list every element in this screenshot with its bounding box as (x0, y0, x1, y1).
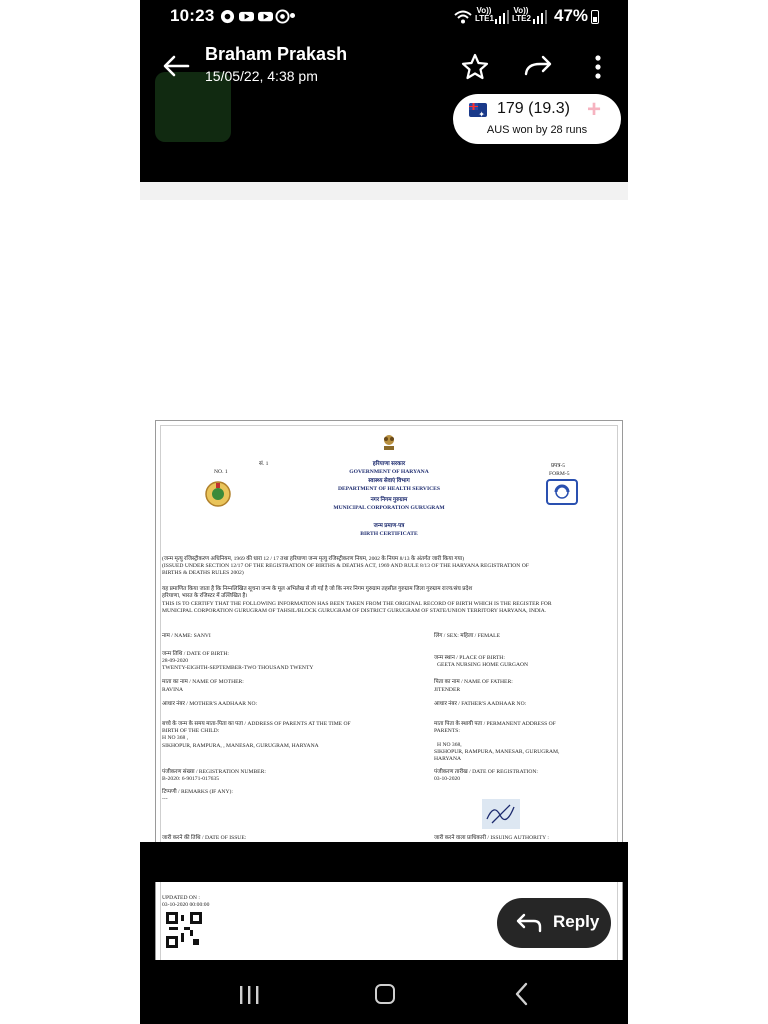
perm-address-label-2: PARENTS: (434, 728, 460, 734)
home-icon[interactable] (375, 984, 395, 1004)
issue-date-label: जारी करने की तिथि / DATE OF ISSUE: (162, 835, 247, 841)
mother-value: RAVINA (162, 687, 184, 693)
back-arrow-icon[interactable] (160, 50, 192, 82)
recent-apps-icon[interactable] (238, 985, 262, 1005)
reg-date: 03-10-2020 (434, 776, 461, 782)
wifi-icon (454, 10, 472, 24)
australia-flag-icon (469, 103, 487, 117)
match-result: AUS won by 28 runs (486, 124, 588, 136)
gov-hindi: हरियाणा सरकार (372, 461, 406, 467)
network-label-2: Vo)) LTE2 (512, 6, 531, 23)
remarks-label: टिप्पणी / REMARKS (IF ANY): (162, 789, 233, 795)
address-1: H NO 368 , (162, 735, 189, 741)
address-label-2: BIRTH OF THE CHILD: (162, 728, 220, 734)
dob-value: 28-09-2020 (162, 658, 189, 664)
signature-stamp (482, 799, 520, 829)
expand-plus-icon[interactable]: + (587, 96, 602, 123)
dob-words: TWENTY-EIGHTH-SEPTEMBER-TWO THOUSAND TWENTY (162, 665, 314, 671)
form-no: FORM-5 (549, 471, 570, 477)
field-name: नाम / NAME: SANVI (162, 633, 211, 639)
battery-percent: 47% (554, 6, 589, 25)
youtube-icon-2 (258, 9, 273, 24)
certify-1: THIS IS TO CERTIFY THAT THE FOLLOWING INFORMATION HAS BEEN TAKEN FROM THE ORIGINAL RECORD OF BIRTH WHICH IS THE REGISTER FOR (162, 601, 552, 607)
perm-address-3: HARYANA (434, 756, 462, 762)
updated-label: UPDATED ON : (162, 895, 200, 901)
sr-no-hindi: सं. 1 (259, 461, 269, 467)
perm-address-2: SIKHOPUR, RAMPURA, MANESAR, GURUGRAM, (434, 749, 560, 755)
whatsapp-icon (275, 9, 290, 24)
reply-label: Reply (553, 912, 600, 931)
clock: 10:23 (170, 6, 215, 25)
haryana-seal-icon (205, 481, 231, 507)
dept-title: DEPARTMENT OF HEALTH SERVICES (337, 486, 441, 492)
mc-title: MUNICIPAL CORPORATION GURUGRAM (333, 505, 445, 511)
score-runs: 179 (19.3) (497, 100, 570, 117)
sender-name: Braham Prakash (205, 44, 348, 64)
more-vert-icon[interactable] (590, 52, 606, 82)
message-datetime: 15/05/22, 4:38 pm (205, 68, 318, 84)
pob-value: GEETA NURSING HOME GURGAON (437, 662, 529, 668)
gov-title: GOVERNMENT OF HARYANA (349, 469, 429, 475)
perm-address-label-1: माता पिता के स्थायी पता / PERMANENT ADDRESS OF (434, 721, 556, 727)
pob-label: जन्म स्थान / PLACE OF BIRTH: (434, 655, 505, 661)
viewer-header (140, 32, 628, 182)
issued-under-hindi: (जन्म मृत्यु रजिस्ट्रीकरण अधिनियम, 1969 की धारा 12 / 17 तथा हरियाणा जन्म मृत्यु रजिस्ट्रीकरण नियम, 2002 के नियम 8/13 के अंतर्गत जारी किया गया) (162, 556, 465, 562)
nav-back-icon[interactable] (513, 982, 531, 1006)
cricket-score-widget[interactable] (453, 94, 621, 144)
certify-2: MUNICIPAL CORPORATION GURUGRAM OF TAHSIL/BLOCK GURUGRAM OF DISTRICT GURUGRAM OF STATE/UNION TERRITORY HARYANA, INDIA. (162, 608, 547, 614)
cert-title-hindi: जन्म प्रमाण-पत्र (373, 523, 405, 529)
perm-address-1: H NO 368, (437, 742, 462, 748)
system-nav-bar (140, 960, 628, 1024)
star-icon[interactable] (460, 52, 490, 82)
address-2: SIKHOPUR, RAMPURA, , MANESAR, GURUGRAM, HARYANA (162, 743, 319, 749)
national-emblem-icon (381, 433, 397, 451)
certify-hindi-2: हरियाणा, भारत के रजिस्टर में उल्लिखित है। (162, 593, 248, 599)
reply-button[interactable] (497, 898, 611, 948)
issued-under-2: BIRTHS & DEATHS RULES 2002) (162, 570, 244, 576)
network-label-1: Vo)) LTE1 (475, 6, 494, 23)
dob-label: जन्म तिथि / DATE OF BIRTH: (162, 651, 229, 657)
reply-arrow-icon (515, 912, 543, 934)
signal-icon-1 (495, 10, 509, 24)
viewer-bottom-band (140, 842, 628, 882)
battery-icon (591, 10, 599, 24)
mother-label: माता का नाम / NAME OF MOTHER: (162, 679, 244, 685)
notification-dot (290, 13, 295, 18)
authority-label: जारी करने वाला प्राधिकारी / ISSUING AUTHORITY : (434, 835, 549, 841)
signal-icon-2 (533, 10, 547, 24)
reg-no-label: पंजीकरण संख्या / REGISTRATION NUMBER: (162, 769, 266, 775)
phone-screen (140, 0, 628, 1024)
sr-no: NO. 1 (214, 469, 228, 475)
qr-code (166, 912, 202, 948)
father-value: JITENDER (434, 687, 461, 693)
remarks-value: --- (162, 796, 168, 802)
viewer-divider (140, 182, 628, 200)
chrome-icon (220, 9, 235, 24)
forward-icon[interactable] (523, 52, 555, 82)
youtube-icon (239, 9, 254, 24)
reg-date-label: पंजीकरण तारीख / DATE OF REGISTRATION: (434, 769, 538, 775)
form-hindi: प्रपत्र-5 (551, 463, 566, 469)
address-label-1: बच्चे के जन्म के समय माता-पिता का पता / ADDRESS OF PARENTS AT THE TIME OF (162, 721, 351, 727)
reg-no: B-2020: 6-90171-017635 (162, 776, 220, 782)
certify-hindi-1: यह प्रमाणित किया जाता है कि निम्नलिखित सूचना जन्म के मूल अभिलेख से ली गई है जो कि नगर निगम गुरुग्राम तहसील गुरुग्राम जिला गुरुग्राम राज्य/संघ प्रदेश (162, 586, 473, 592)
crs-logo-icon (546, 479, 578, 505)
dept-hindi: स्वास्थ्य सेवाएं विभाग (368, 478, 410, 484)
mother-aadhaar: आधार नंबर / MOTHER'S AADHAAR NO: (162, 701, 258, 707)
father-aadhaar: आधार नंबर / FATHER'S AADHAAR NO: (434, 701, 527, 707)
image-viewer[interactable] (140, 200, 628, 908)
status-bar (140, 0, 628, 32)
field-sex: लिंग / SEX: महिला / FEMALE (434, 633, 500, 639)
issued-under-1: (ISSUED UNDER SECTION 12/17 OF THE REGISTRATION OF BIRTHS & DEATHS ACT, 1969 AND RULE 8/13 OF THE HARYANA REGISTRATION OF (162, 563, 529, 569)
mc-hindi: नगर निगम गुरुग्राम (370, 497, 408, 503)
updated-value: 03-10-2020 00:00:00 (162, 902, 210, 908)
cert-title: BIRTH CERTIFICATE (360, 531, 418, 537)
father-label: पिता का नाम / NAME OF FATHER: (434, 679, 513, 685)
